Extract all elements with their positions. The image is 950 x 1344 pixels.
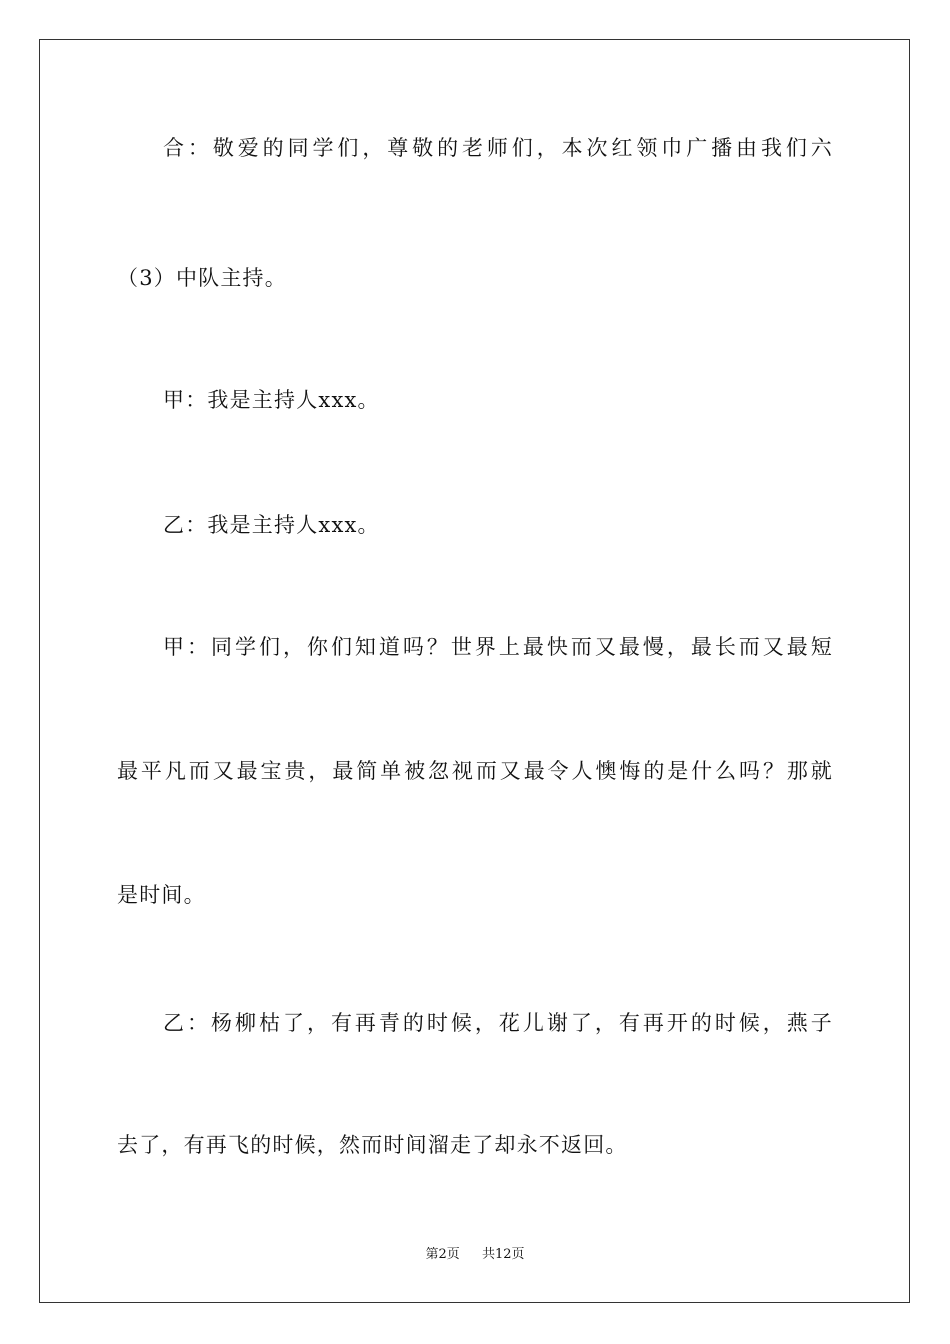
- paragraph-line-2: （3）中队主持。: [117, 266, 287, 290]
- paragraph-line-1: 合：敬爱的同学们，尊敬的老师们，本次红领巾广播由我们六: [163, 136, 833, 160]
- paragraph-line-3: 甲：我是主持人xxx。: [163, 388, 380, 412]
- paragraph-line-8: 乙：杨柳枯了，有再青的时候，花儿谢了，有再开的时候，燕子: [163, 1011, 833, 1035]
- page-border: [39, 39, 910, 1303]
- paragraph-line-5: 甲：同学们，你们知道吗？世界上最快而又最慢，最长而又最短: [163, 635, 833, 659]
- paragraph-line-4: 乙：我是主持人xxx。: [163, 513, 380, 537]
- page-number: 第2页: [425, 1247, 460, 1262]
- paragraph-line-7: 是时间。: [117, 883, 206, 907]
- paragraph-line-6: 最平凡而又最宝贵，最简单被忽视而又最令人懊悔的是什么吗？那就: [117, 759, 833, 783]
- paragraph-line-9: 去了，有再飞的时候，然而时间溜走了却永不返回。: [117, 1133, 628, 1157]
- page-total: 共12页: [482, 1247, 525, 1262]
- page-footer: [0, 1246, 950, 1264]
